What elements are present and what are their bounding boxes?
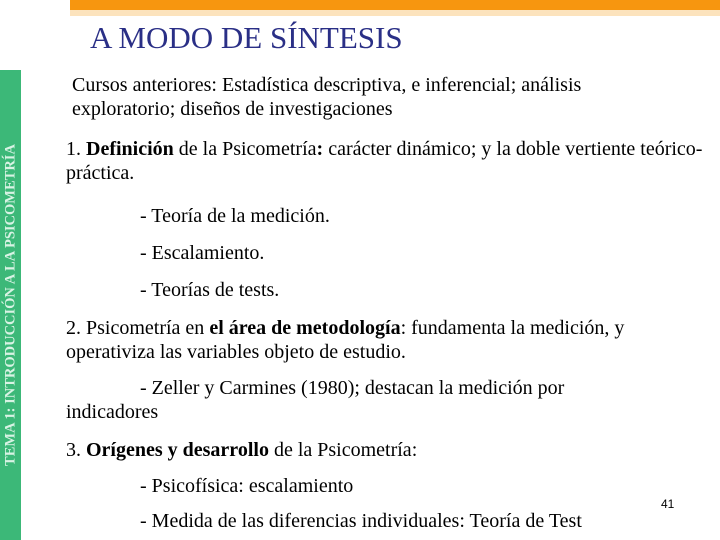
top-accent-bar-light <box>70 10 720 16</box>
slide-title: A MODO DE SÍNTESIS <box>90 20 403 55</box>
intro-text: Cursos anteriores: Estadística descriptiva, e inferencial; análisis exploratorio; diseños de investigaciones <box>72 74 582 120</box>
sidebar-label: TEMA 1: INTRODUCCIÓN A LA PSICOMETRÍA <box>2 144 18 466</box>
point-3: 3. Orígenes y desarrollo de la Psicometría: <box>66 439 418 461</box>
list-item: - Psicofísica: escalamiento <box>140 475 354 497</box>
point-2-detail-cont: indicadores <box>66 401 159 423</box>
point-2: 2. Psicometría en el área de metodología: fundamenta la medición, y operativiza las variables objeto de estudio. <box>66 317 625 363</box>
point-2-detail: - Zeller y Carmines (1980); destacan la medición por <box>140 377 565 399</box>
list-item: - Teoría de la medición. <box>140 205 330 227</box>
list-item: - Teorías de tests. <box>140 279 280 301</box>
top-accent-bar <box>70 0 720 10</box>
list-item: - Escalamiento. <box>140 242 265 264</box>
point-1: 1. Definición de la Psicometría: carácter dinámico; y la doble vertiente teórico-práctica. <box>66 138 703 184</box>
sidebar-band <box>0 70 21 540</box>
page-number: 41 <box>661 497 675 511</box>
list-item: - Medida de las diferencias individuales: Teoría de Test <box>140 510 582 532</box>
